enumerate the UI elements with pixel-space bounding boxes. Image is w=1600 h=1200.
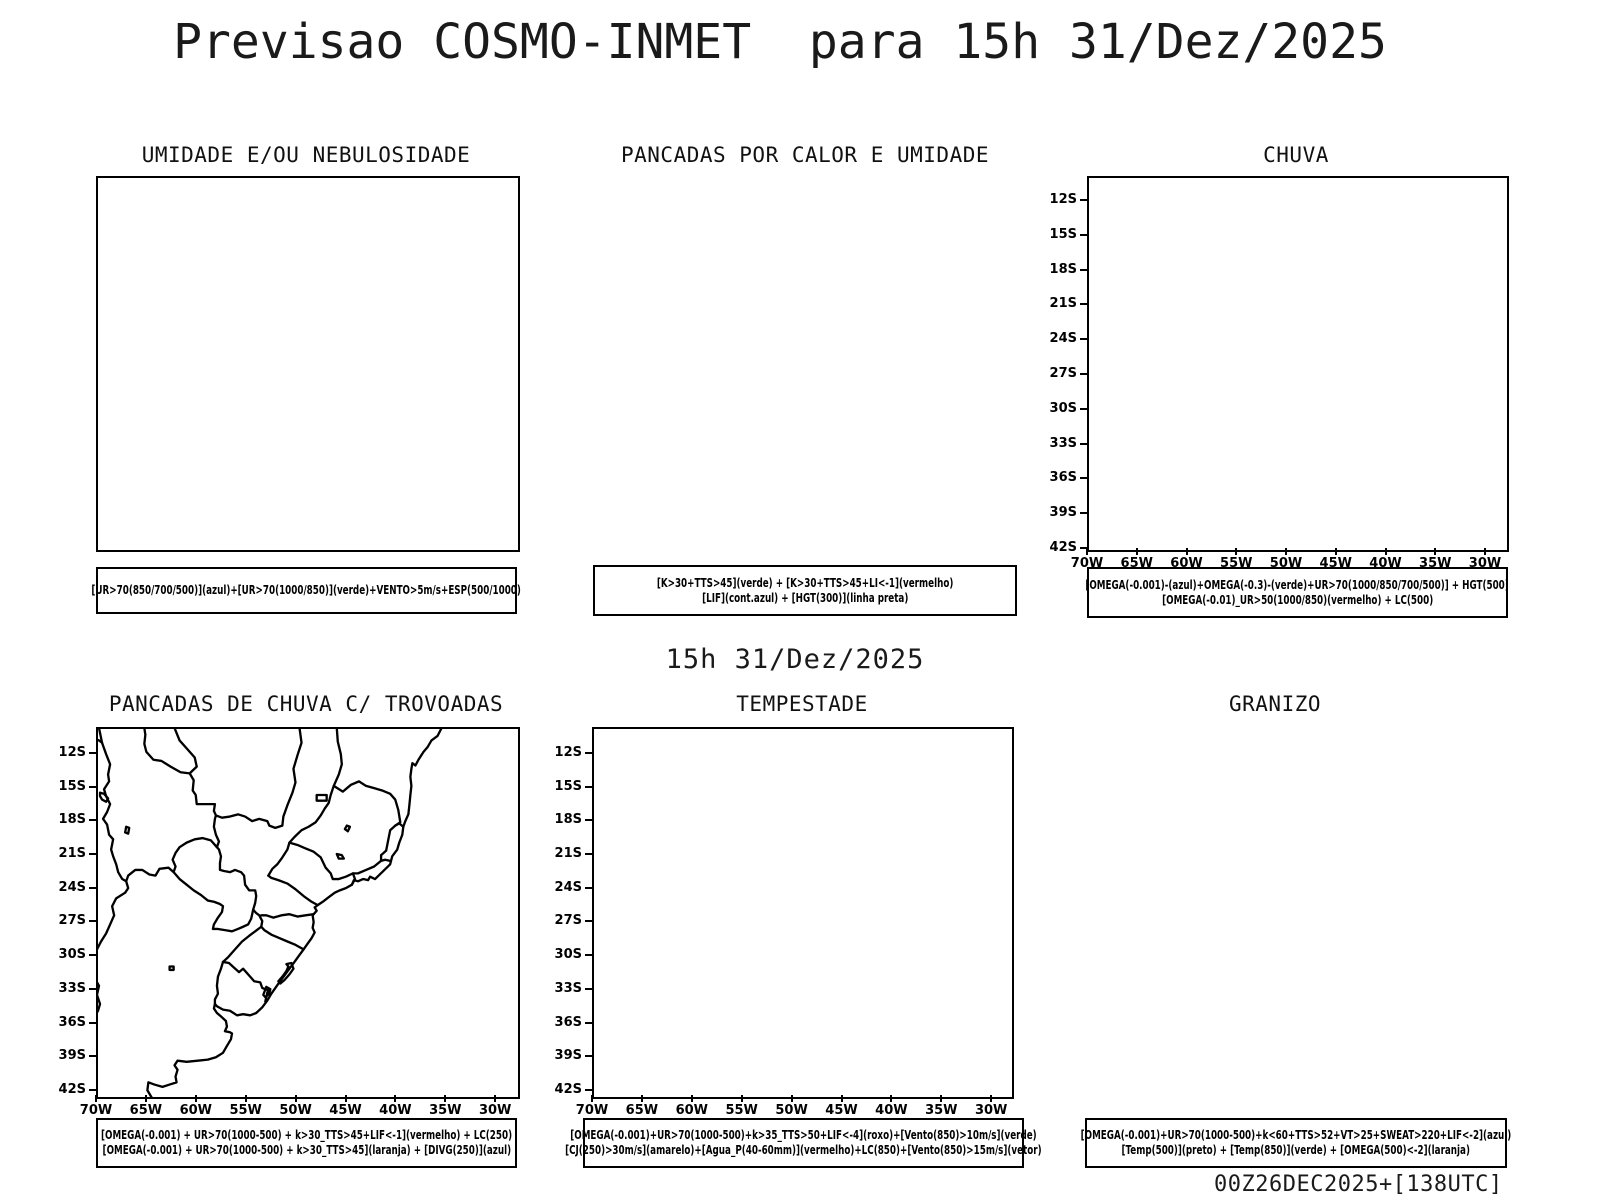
lat-tick-label-tempestade: 36S (554, 1014, 582, 1030)
lon-tick-mark-pancadas-trovoadas (245, 1095, 247, 1102)
caption-box-pancadas-calor (593, 565, 1017, 616)
model-run-timestamp: 00Z26DEC2025+[138UTC] (1214, 1172, 1503, 1197)
lon-tick-label-tempestade: 60W (675, 1103, 709, 1118)
map-line-mar-chiquita-lake (170, 966, 174, 969)
lon-tick-label-tempestade: 45W (825, 1103, 858, 1118)
map-line-furnas-reservoir (337, 854, 344, 859)
lon-tick-label-chuva: 65W (1120, 556, 1153, 571)
lat-tick-label-pancadas-trovoadas: 15S (58, 778, 86, 794)
caption-line: [Temp(500)](preto) + [Temp(850)](verde) + [OMEGA(500)<-2](laranja) (1121, 1143, 1471, 1157)
lon-tick-mark-tempestade (841, 1095, 843, 1102)
lon-tick-label-pancadas-trovoadas: 35W (429, 1103, 462, 1118)
lon-tick-mark-tempestade (890, 1095, 892, 1102)
lat-tick-mark-tempestade (585, 1089, 592, 1091)
lat-tick-label-pancadas-trovoadas: 24S (58, 879, 86, 895)
lon-tick-mark-chuva (1186, 548, 1188, 555)
lat-tick-mark-chuva (1080, 199, 1087, 201)
panel-title-pancadas-trovoadas: PANCADAS DE CHUVA C/ TROVOADAS (108, 692, 504, 716)
lat-tick-mark-chuva (1080, 269, 1087, 271)
lon-tick-label-pancadas-trovoadas: 60W (179, 1103, 213, 1118)
page-title: Previsao COSMO-INMET para 15h 31/Dez/2025 (173, 14, 1387, 70)
lon-tick-label-tempestade: 40W (875, 1103, 908, 1118)
map-line-paraguay-border-loop (173, 838, 257, 931)
panel-title-tempestade: TEMPESTADE (736, 692, 868, 716)
caption-box-chuva (1087, 567, 1508, 618)
lat-tick-mark-tempestade (585, 920, 592, 922)
plot-area-umidade (96, 176, 520, 552)
lon-tick-label-chuva: 60W (1170, 556, 1203, 571)
caption-line: [OMEGA(-0.01)_UR>50(1000/850)(vermelho) + LC(500) (1161, 592, 1434, 607)
lon-tick-label-pancadas-trovoadas: 55W (229, 1103, 262, 1118)
lon-tick-mark-chuva (1086, 548, 1088, 555)
lon-tick-label-chuva: 55W (1220, 556, 1253, 571)
plot-area-chuva (1087, 176, 1509, 552)
caption-line: [CJ(250)>30m/s](amarelo)+[Agua_P(40-60mm)](vermelho)+LC(850)+[Vento(850)>15m/s](vetor) (565, 1143, 1042, 1157)
lon-tick-mark-chuva (1235, 548, 1237, 555)
caption-line: [OMEGA(-0.001)-(azul)+OMEGA(-0.3)-(verde)+UR>70(1000/850/700/500)] + HGT(500) (1085, 577, 1510, 592)
lat-tick-label-tempestade: 12S (554, 744, 582, 760)
map-line-lake-poopo (125, 827, 129, 834)
lat-tick-mark-tempestade (585, 887, 592, 889)
lat-tick-label-chuva: 24S (1049, 331, 1077, 347)
caption-box-granizo (1080, 1118, 1512, 1168)
lon-tick-label-tempestade: 35W (925, 1103, 958, 1118)
lat-tick-mark-tempestade (585, 1055, 592, 1057)
lon-tick-label-tempestade: 30W (974, 1103, 1008, 1118)
lat-tick-label-pancadas-trovoadas: 36S (58, 1014, 86, 1030)
lon-tick-label-chuva: 50W (1269, 556, 1303, 571)
lon-tick-mark-tempestade (591, 1095, 593, 1102)
lat-tick-mark-chuva (1080, 512, 1087, 514)
lon-tick-label-chuva: 35W (1419, 556, 1452, 571)
map-line-argentina-bolivia-border (126, 868, 173, 882)
lon-tick-mark-tempestade (940, 1095, 942, 1102)
lat-tick-label-tempestade: 39S (554, 1048, 582, 1064)
lat-tick-mark-pancadas-trovoadas (89, 954, 96, 956)
lat-tick-label-tempestade: 33S (554, 980, 582, 996)
lat-tick-mark-pancadas-trovoadas (89, 819, 96, 821)
lat-tick-mark-tempestade (585, 853, 592, 855)
lat-tick-label-chuva: 39S (1049, 505, 1077, 521)
lat-tick-label-chuva: 33S (1049, 435, 1077, 451)
lat-tick-label-chuva: 42S (1049, 540, 1077, 555)
map-line-espiritosanto-bahia-border (395, 823, 403, 826)
lat-tick-mark-chuva (1080, 443, 1087, 445)
valid-time-subtitle: 15h 31/Dez/2025 (665, 644, 925, 675)
lat-tick-label-chuva: 36S (1049, 470, 1077, 486)
lat-tick-label-chuva: 12S (1049, 192, 1077, 207)
lat-tick-mark-pancadas-trovoadas (89, 1089, 96, 1091)
caption-line: [OMEGA(-0.001) + UR>70(1000-500) + k>30_TTS>45](laranja) + [DIVG(250)](azul) (102, 1143, 511, 1157)
lon-tick-mark-tempestade (990, 1095, 992, 1102)
lon-tick-mark-chuva (1285, 548, 1287, 555)
lat-tick-label-pancadas-trovoadas: 27S (58, 913, 86, 929)
plot-area-pancadas-trovoadas (96, 727, 520, 1099)
map-line-parana-santacatarina-border (261, 914, 313, 917)
map-line-tocantins-bahia-border (334, 729, 342, 786)
panel-title-granizo: GRANIZO (1228, 692, 1322, 716)
caption-box-umidade (91, 567, 522, 614)
lon-tick-mark-pancadas-trovoadas (145, 1095, 147, 1102)
lon-tick-mark-tempestade (791, 1095, 793, 1102)
caption-box-tempestade (565, 1118, 1042, 1168)
caption-line: [OMEGA(-0.001)+UR>70(1000-500)+k>35_TTS>50+LIF<-4](roxo)+[Vento(850)>10m/s](verde) (570, 1128, 1037, 1142)
lat-tick-label-chuva: 18S (1049, 261, 1077, 277)
caption-line: [OMEGA(-0.001) + UR>70(1000-500) + k>30_TTS>45+LIF<-1](vermelho) + LC(250) (100, 1128, 513, 1142)
lat-tick-label-chuva: 15S (1049, 226, 1077, 242)
lat-tick-mark-chuva (1080, 303, 1087, 305)
lon-tick-label-pancadas-trovoadas: 70W (79, 1103, 113, 1118)
lat-tick-mark-tempestade (585, 819, 592, 821)
lat-tick-label-chuva: 27S (1049, 366, 1077, 381)
map-line-rio-saopaulo-border (352, 873, 355, 884)
lon-tick-label-pancadas-trovoadas: 40W (379, 1103, 412, 1118)
south-america-map (98, 729, 518, 1097)
lat-tick-mark-tempestade (585, 752, 592, 754)
lon-tick-label-pancadas-trovoadas: 30W (478, 1103, 512, 1118)
lon-tick-label-pancadas-trovoadas: 45W (329, 1103, 362, 1118)
caption-line: [UR>70(850/700/500)](azul)+[UR>70(1000/850)](verde)+VENTO>5m/s+ESP(500/1000) (91, 583, 522, 597)
lat-tick-label-pancadas-trovoadas: 30S (58, 947, 86, 963)
panel-title-umidade: UMIDADE E/OU NEBULOSIDADE (141, 143, 471, 167)
lon-tick-label-chuva: 70W (1070, 556, 1104, 571)
map-line-andes-border-south (98, 977, 100, 1018)
lat-tick-mark-pancadas-trovoadas (89, 988, 96, 990)
plot-area-tempestade (592, 727, 1014, 1099)
lat-tick-mark-chuva (1080, 408, 1087, 410)
lon-tick-mark-pancadas-trovoadas (95, 1095, 97, 1102)
caption-line: [LIF](cont.azul) + [HGT(300)](linha preta) (701, 590, 909, 605)
lat-tick-mark-pancadas-trovoadas (89, 1022, 96, 1024)
lon-tick-mark-chuva (1335, 548, 1337, 555)
lon-tick-mark-tempestade (691, 1095, 693, 1102)
map-line-bolivia-brazil-border (144, 729, 219, 847)
lat-tick-label-tempestade: 27S (554, 913, 582, 929)
lon-tick-mark-chuva (1434, 548, 1436, 555)
map-line-rondonia-matogrosso-border (175, 729, 197, 773)
lat-tick-mark-tempestade (585, 954, 592, 956)
lon-tick-mark-pancadas-trovoadas (295, 1095, 297, 1102)
lat-tick-mark-pancadas-trovoadas (89, 1055, 96, 1057)
lon-tick-label-pancadas-trovoadas: 50W (279, 1103, 312, 1118)
caption-line: [OMEGA(-0.001)+UR>70(1000-500)+k<60+TTS>52+VT>25+SWEAT>220+LIF<-2](azul) (1080, 1128, 1512, 1142)
lon-tick-mark-pancadas-trovoadas (345, 1095, 347, 1102)
lon-tick-label-tempestade: 65W (625, 1103, 659, 1118)
lat-tick-mark-chuva (1080, 338, 1087, 340)
lon-tick-mark-pancadas-trovoadas (444, 1095, 446, 1102)
lon-tick-mark-chuva (1136, 548, 1138, 555)
map-line-goias-matogrosso-border (216, 729, 302, 828)
lat-tick-mark-tempestade (585, 1022, 592, 1024)
lon-tick-label-chuva: 30W (1468, 556, 1502, 571)
lon-tick-label-chuva: 45W (1319, 556, 1352, 571)
lat-tick-label-pancadas-trovoadas: 33S (58, 980, 86, 996)
lon-tick-mark-pancadas-trovoadas (394, 1095, 396, 1102)
lat-tick-label-tempestade: 21S (554, 846, 582, 862)
map-line-lake-titicaca (100, 793, 108, 802)
map-line-andes-border-north (98, 729, 128, 956)
map-line-brazil-argentina-border (223, 910, 262, 962)
lat-tick-mark-pancadas-trovoadas (89, 853, 96, 855)
map-line-distrito-federal-square (317, 795, 327, 801)
lat-tick-label-chuva: 30S (1049, 400, 1077, 416)
lat-tick-mark-pancadas-trovoadas (89, 752, 96, 754)
lon-tick-label-tempestade: 55W (725, 1103, 758, 1118)
caption-line: [K>30+TTS>45](verde) + [K>30+TTS>45+LI<-1](vermelho) (656, 575, 954, 590)
lon-tick-label-tempestade: 70W (575, 1103, 609, 1118)
lat-tick-label-pancadas-trovoadas: 12S (58, 744, 86, 760)
lat-tick-mark-tempestade (585, 786, 592, 788)
lat-tick-mark-chuva (1080, 373, 1087, 375)
lat-tick-label-pancadas-trovoadas: 39S (58, 1048, 86, 1064)
lat-tick-label-chuva: 21S (1049, 296, 1077, 312)
lat-tick-label-tempestade: 18S (554, 812, 582, 828)
lon-tick-mark-pancadas-trovoadas (494, 1095, 496, 1102)
lat-tick-label-tempestade: 15S (554, 778, 582, 794)
map-line-tres-marias-reservoir (345, 826, 350, 832)
lat-tick-mark-tempestade (585, 988, 592, 990)
map-line-espiritosanto-rio-border (381, 860, 390, 861)
lon-tick-mark-chuva (1385, 548, 1387, 555)
lat-tick-label-pancadas-trovoadas: 42S (58, 1081, 86, 1097)
lat-tick-mark-pancadas-trovoadas (89, 920, 96, 922)
lon-tick-mark-tempestade (641, 1095, 643, 1102)
lat-tick-mark-chuva (1080, 477, 1087, 479)
panel-title-chuva: CHUVA (1263, 143, 1329, 167)
lon-tick-mark-pancadas-trovoadas (195, 1095, 197, 1102)
lon-tick-mark-tempestade (741, 1095, 743, 1102)
lon-tick-label-pancadas-trovoadas: 65W (129, 1103, 163, 1118)
lat-tick-mark-pancadas-trovoadas (89, 786, 96, 788)
lat-tick-label-tempestade: 30S (554, 947, 582, 963)
panel-title-pancadas-calor: PANCADAS POR CALOR E UMIDADE (620, 143, 990, 167)
lat-tick-mark-pancadas-trovoadas (89, 887, 96, 889)
lat-tick-label-tempestade: 42S (554, 1081, 582, 1097)
map-line-saopaulo-parana-border (268, 876, 317, 906)
lat-tick-mark-chuva (1080, 234, 1087, 236)
lon-tick-label-tempestade: 50W (775, 1103, 808, 1118)
lat-tick-label-pancadas-trovoadas: 21S (58, 846, 86, 862)
lon-tick-mark-chuva (1484, 548, 1486, 555)
map-line-saopaulo-matogrossosul-border (268, 843, 289, 876)
map-line-uruguay-border (215, 962, 268, 1004)
lat-tick-label-tempestade: 24S (554, 879, 582, 895)
caption-box-pancadas-trovoadas (96, 1118, 517, 1168)
map-line-santacatarina-riograndesul-border (261, 927, 303, 950)
lat-tick-label-pancadas-trovoadas: 18S (58, 812, 86, 828)
lon-tick-label-chuva: 40W (1369, 556, 1402, 571)
